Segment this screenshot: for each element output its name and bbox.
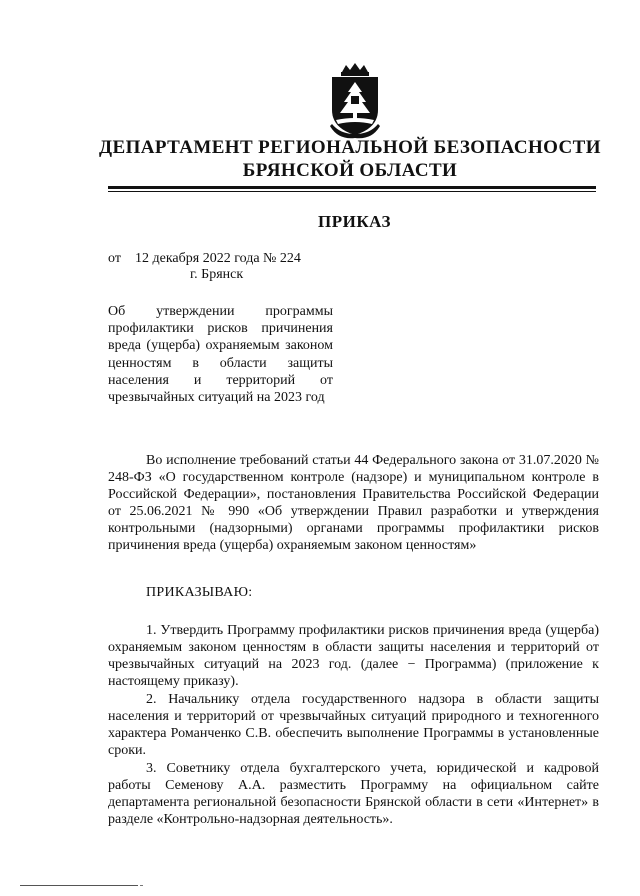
- order-city: г. Брянск: [190, 267, 244, 282]
- preamble-paragraph: [108, 452, 599, 555]
- header-divider-thick: [108, 186, 596, 189]
- preamble-text: Во исполнение требований статьи 44 Федерального закона от 31.07.2020 № 248-ФЗ «О государственном контроле (надзоре) и муниципальном контроле в Российской Федерации», постановления Правительства Российской Федерации от 25.06.2021 № 990 «Об утверждении Правил разработки и утверждения контрольными (надзорными) органами программы профилактики рисков причинения вреда (ущерба) охраняемым законом ценностям»: [108, 453, 599, 554]
- order-item-1-text: 1. Утвердить Программу профилактики рисков причинения вреда (ущерба) охраняемым законом ценностям в области защиты населения и территорий от чрезвычайных ситуаций на 2023 год. (далее − Программа) (приложение к настоящему приказу).: [108, 623, 599, 690]
- department-name-line2: БРЯНСКОЙ ОБЛАСТИ: [242, 160, 458, 181]
- order-date-number: 12 декабря 2022 года № 224: [135, 251, 301, 266]
- order-subject: Об утверждении программы профилактики рисков причинения вреда (ущерба) охраняемым законом ценностям в области защиты населения и территорий от чрезвычайных ситуаций на 2023 год: [108, 304, 333, 406]
- order-item-1: [108, 622, 599, 690]
- decree-word: ПРИКАЗЫВАЮ:: [146, 585, 253, 600]
- footnote-separator: [20, 885, 138, 886]
- order-item-3: [108, 760, 599, 828]
- order-item-2: [108, 691, 599, 759]
- header-divider-thin: [108, 191, 596, 192]
- document-title: ПРИКАЗ: [318, 212, 391, 231]
- order-item-3-text: 3. Советнику отдела бухгалтерского учета, юридической и кадровой работы Семенову А.А. разместить Программу на официальном сайте департамента региональной безопасности Брянской области в сети «Интернет» в разделе «Контрольно-надзорная деятельность».: [108, 761, 599, 828]
- bryansk-region-coat-of-arms-icon: [326, 62, 384, 140]
- date-prefix: от: [108, 251, 121, 266]
- order-item-2-text: 2. Начальнику отдела государственного надзора в области защиты населения и территорий от чрезвычайных ситуаций природного и техногенного характера Романченко С.В. обеспечить выполнение Программы в установленные сроки.: [108, 692, 599, 759]
- department-name-line1: ДЕПАРТАМЕНТ РЕГИОНАЛЬНОЙ БЕЗОПАСНОСТИ: [99, 137, 601, 158]
- footnote-mark: [140, 885, 143, 886]
